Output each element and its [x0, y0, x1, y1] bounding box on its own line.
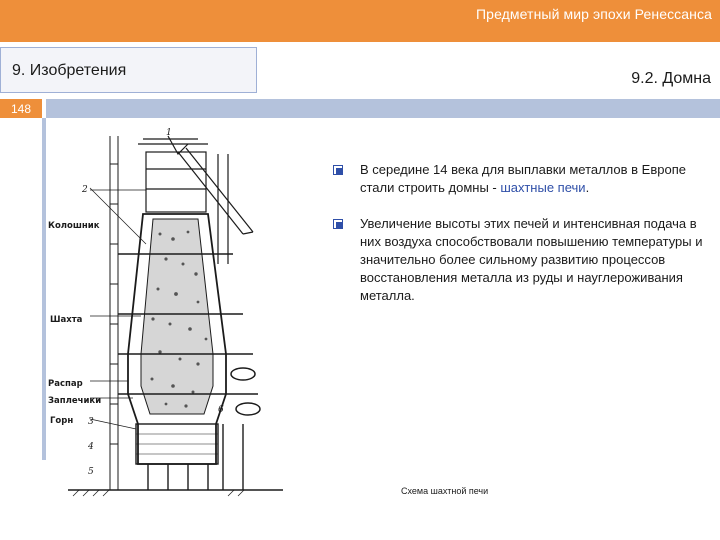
label-zaplechiki: Заплечики [48, 396, 102, 406]
section-box [0, 47, 257, 93]
label-shakhta: Шахта [50, 315, 83, 325]
left-stripe [42, 118, 46, 460]
bullet-text: Увеличение высоты этих печей и интенсивная подача в них воздуха способствовали повышению температуры и значительно более сильному развитию процессов восстановления металла из руды и науглероживания металла. [360, 216, 703, 303]
bullet-text: В середине 14 века для выплавки металлов в Европе стали строить домны - шахтные печи. [360, 162, 686, 195]
label-raspar: Распар [48, 379, 83, 389]
checkbox-bullet-icon [333, 165, 343, 175]
list-item [333, 215, 703, 305]
label-number-3: 3 [88, 417, 94, 427]
label-gorn: Горн [50, 416, 74, 426]
label-number-1: 1 [166, 128, 172, 138]
page-number-badge [0, 99, 42, 118]
bullet-list [333, 161, 703, 323]
label-number-6: 6 [218, 405, 224, 415]
label-koloshnik: Колошник [48, 221, 100, 231]
label-number-2: 2 [82, 185, 88, 195]
section-label: 9. Изобретения [12, 62, 127, 79]
page-number: 148 [10, 101, 32, 116]
figure-caption: Схема шахтной печи [401, 486, 489, 496]
presentation-title: Предметный мир эпохи Ренессанса [476, 6, 712, 22]
label-number-5: 5 [88, 467, 94, 477]
header-bar [0, 0, 720, 42]
blast-furnace-diagram [48, 124, 303, 504]
divider-rule [46, 99, 720, 118]
list-item [333, 161, 703, 197]
subsection-title: 9.2. Домна [631, 70, 711, 87]
highlight-term: шахтные печи [500, 180, 586, 195]
checkbox-bullet-icon [333, 219, 343, 229]
label-number-4: 4 [88, 442, 94, 452]
